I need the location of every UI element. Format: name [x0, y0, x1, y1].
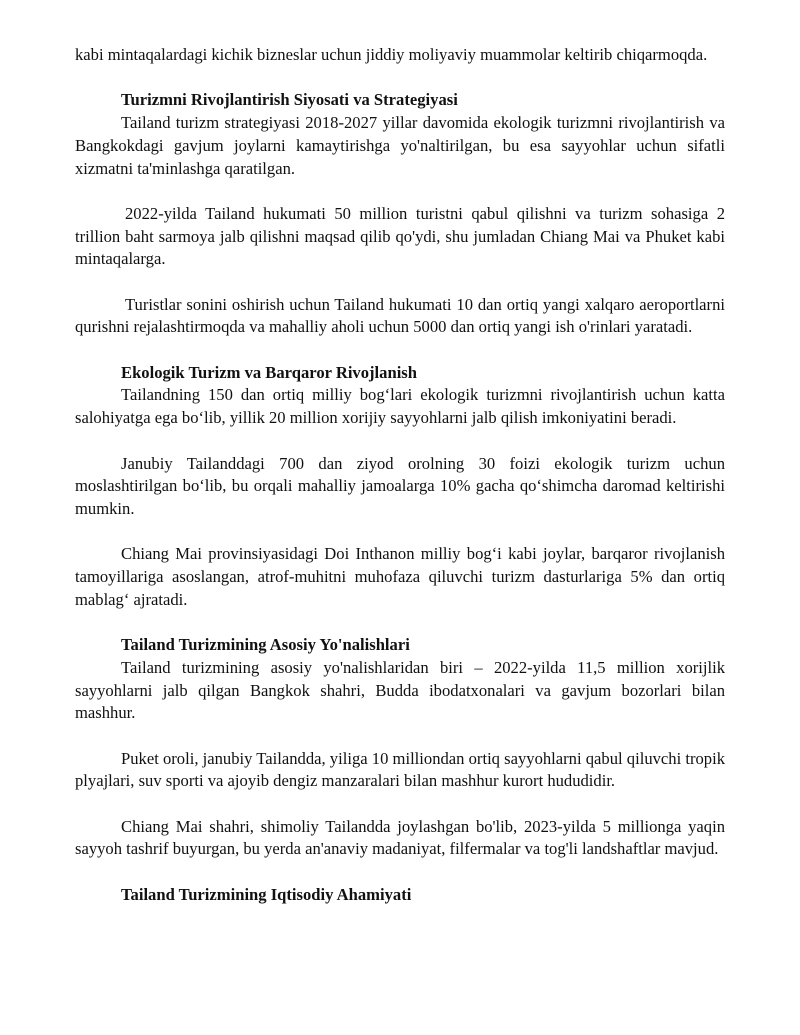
spacer [75, 611, 725, 634]
spacer [75, 271, 725, 294]
spacer [75, 339, 725, 362]
paragraph-government-goal: 2022-yilda Tailand hukumati 50 million turistni qabul qilishni va turizm sohasiga 2 trillion baht sarmoya jalb qilishni maqsad qilib qo'ydi, shu jumladan Chiang Mai va Phuket kabi mintaqalarga. [75, 203, 725, 269]
paragraph-islands: Janubiy Tailanddagi 700 dan ziyod orolning 30 foizi ekologik turizm uchun moslashtirilgan bo‘lib, bu orqali mahalliy jamoalarga 10% gacha qo‘shimcha daromad keltirishi mumkin. [75, 453, 725, 518]
spacer [75, 430, 725, 453]
spacer [75, 861, 725, 884]
paragraph-strategy: Tailand turizm strategiyasi 2018-2027 yillar davomida ekologik turizmni rivojlantirish va Bangkokdagi gavjum joylarni kamaytirishga yo'naltirilgan, bu esa sayyohlar uchun sifatli xizmatni ta'minlashga qaratilgan. [75, 113, 725, 178]
paragraph-continuation: kabi mintaqalardagi kichik bizneslar uchun jiddiy moliyaviy muammolar keltirib chiqarmoqda. [75, 45, 708, 64]
section-heading-ecotourism: Ekologik Turizm va Barqaror Rivojlanish [121, 362, 417, 382]
section-heading-directions: Tailand Turizmining Asosiy Yo'nalishlari [121, 635, 410, 655]
spacer [75, 793, 725, 816]
spacer [75, 725, 725, 748]
paragraph-phuket: Puket oroli, janubiy Tailandda, yiliga 10 milliondan ortiq sayyohlarni qabul qiluvchi tropik plyajlari, suv sporti va ajoyib dengiz manzaralari bilan mashhur kurort hududidir. [75, 748, 725, 791]
spacer [75, 180, 725, 203]
spacer [75, 67, 725, 90]
paragraph-national-parks: Tailandning 150 dan ortiq milliy bog‘lari ekologik turizmni rivojlantirish uchun katta salohiyatga ega bo‘lib, yillik 20 million xorijiy sayyohlarni jalb qilish imkoniyatini beradi. [75, 385, 725, 428]
section-heading-policy: Turizmni Rivojlantirish Siyosati va Strategiyasi [121, 90, 458, 110]
spacer [75, 521, 725, 544]
paragraph-bangkok: Tailand turizmining asosiy yo'nalishlaridan biri – 2022-yilda 11,5 million xorijlik sayyohlarni jalb qilgan Bangkok shahri, Budda ibodatxonalari va gavjum bozorlari bilan mashhur. [75, 657, 725, 723]
paragraph-doi-inthanon: Chiang Mai provinsiyasidagi Doi Inthanon milliy bog‘i kabi joylar, barqaror rivojlanish tamoyillariga asoslangan, atrof-muhitni muhofaza qiluvchi turizm dasturlariga 5% dan ortiq mablag‘ ajratadi. [75, 544, 725, 609]
paragraph-airports: Turistlar sonini oshirish uchun Tailand hukumati 10 dan ortiq yangi xalqaro aeroportlarni qurishni rejalashtirmoqda va mahalliy aholi uchun 5000 dan ortiq yangi ish o'rinlari yaratadi. [75, 294, 725, 337]
document-page [75, 44, 725, 907]
paragraph-chiang-mai: Chiang Mai shahri, shimoliy Tailandda joylashgan bo'lib, 2023-yilda 5 millionga yaqin sayyoh tashrif buyurgan, bu yerda an'anaviy madaniyat, filfermalar va tog'li landshaftlar mavjud. [75, 816, 725, 859]
section-heading-economy: Tailand Turizmining Iqtisodiy Ahamiyati [121, 884, 412, 904]
